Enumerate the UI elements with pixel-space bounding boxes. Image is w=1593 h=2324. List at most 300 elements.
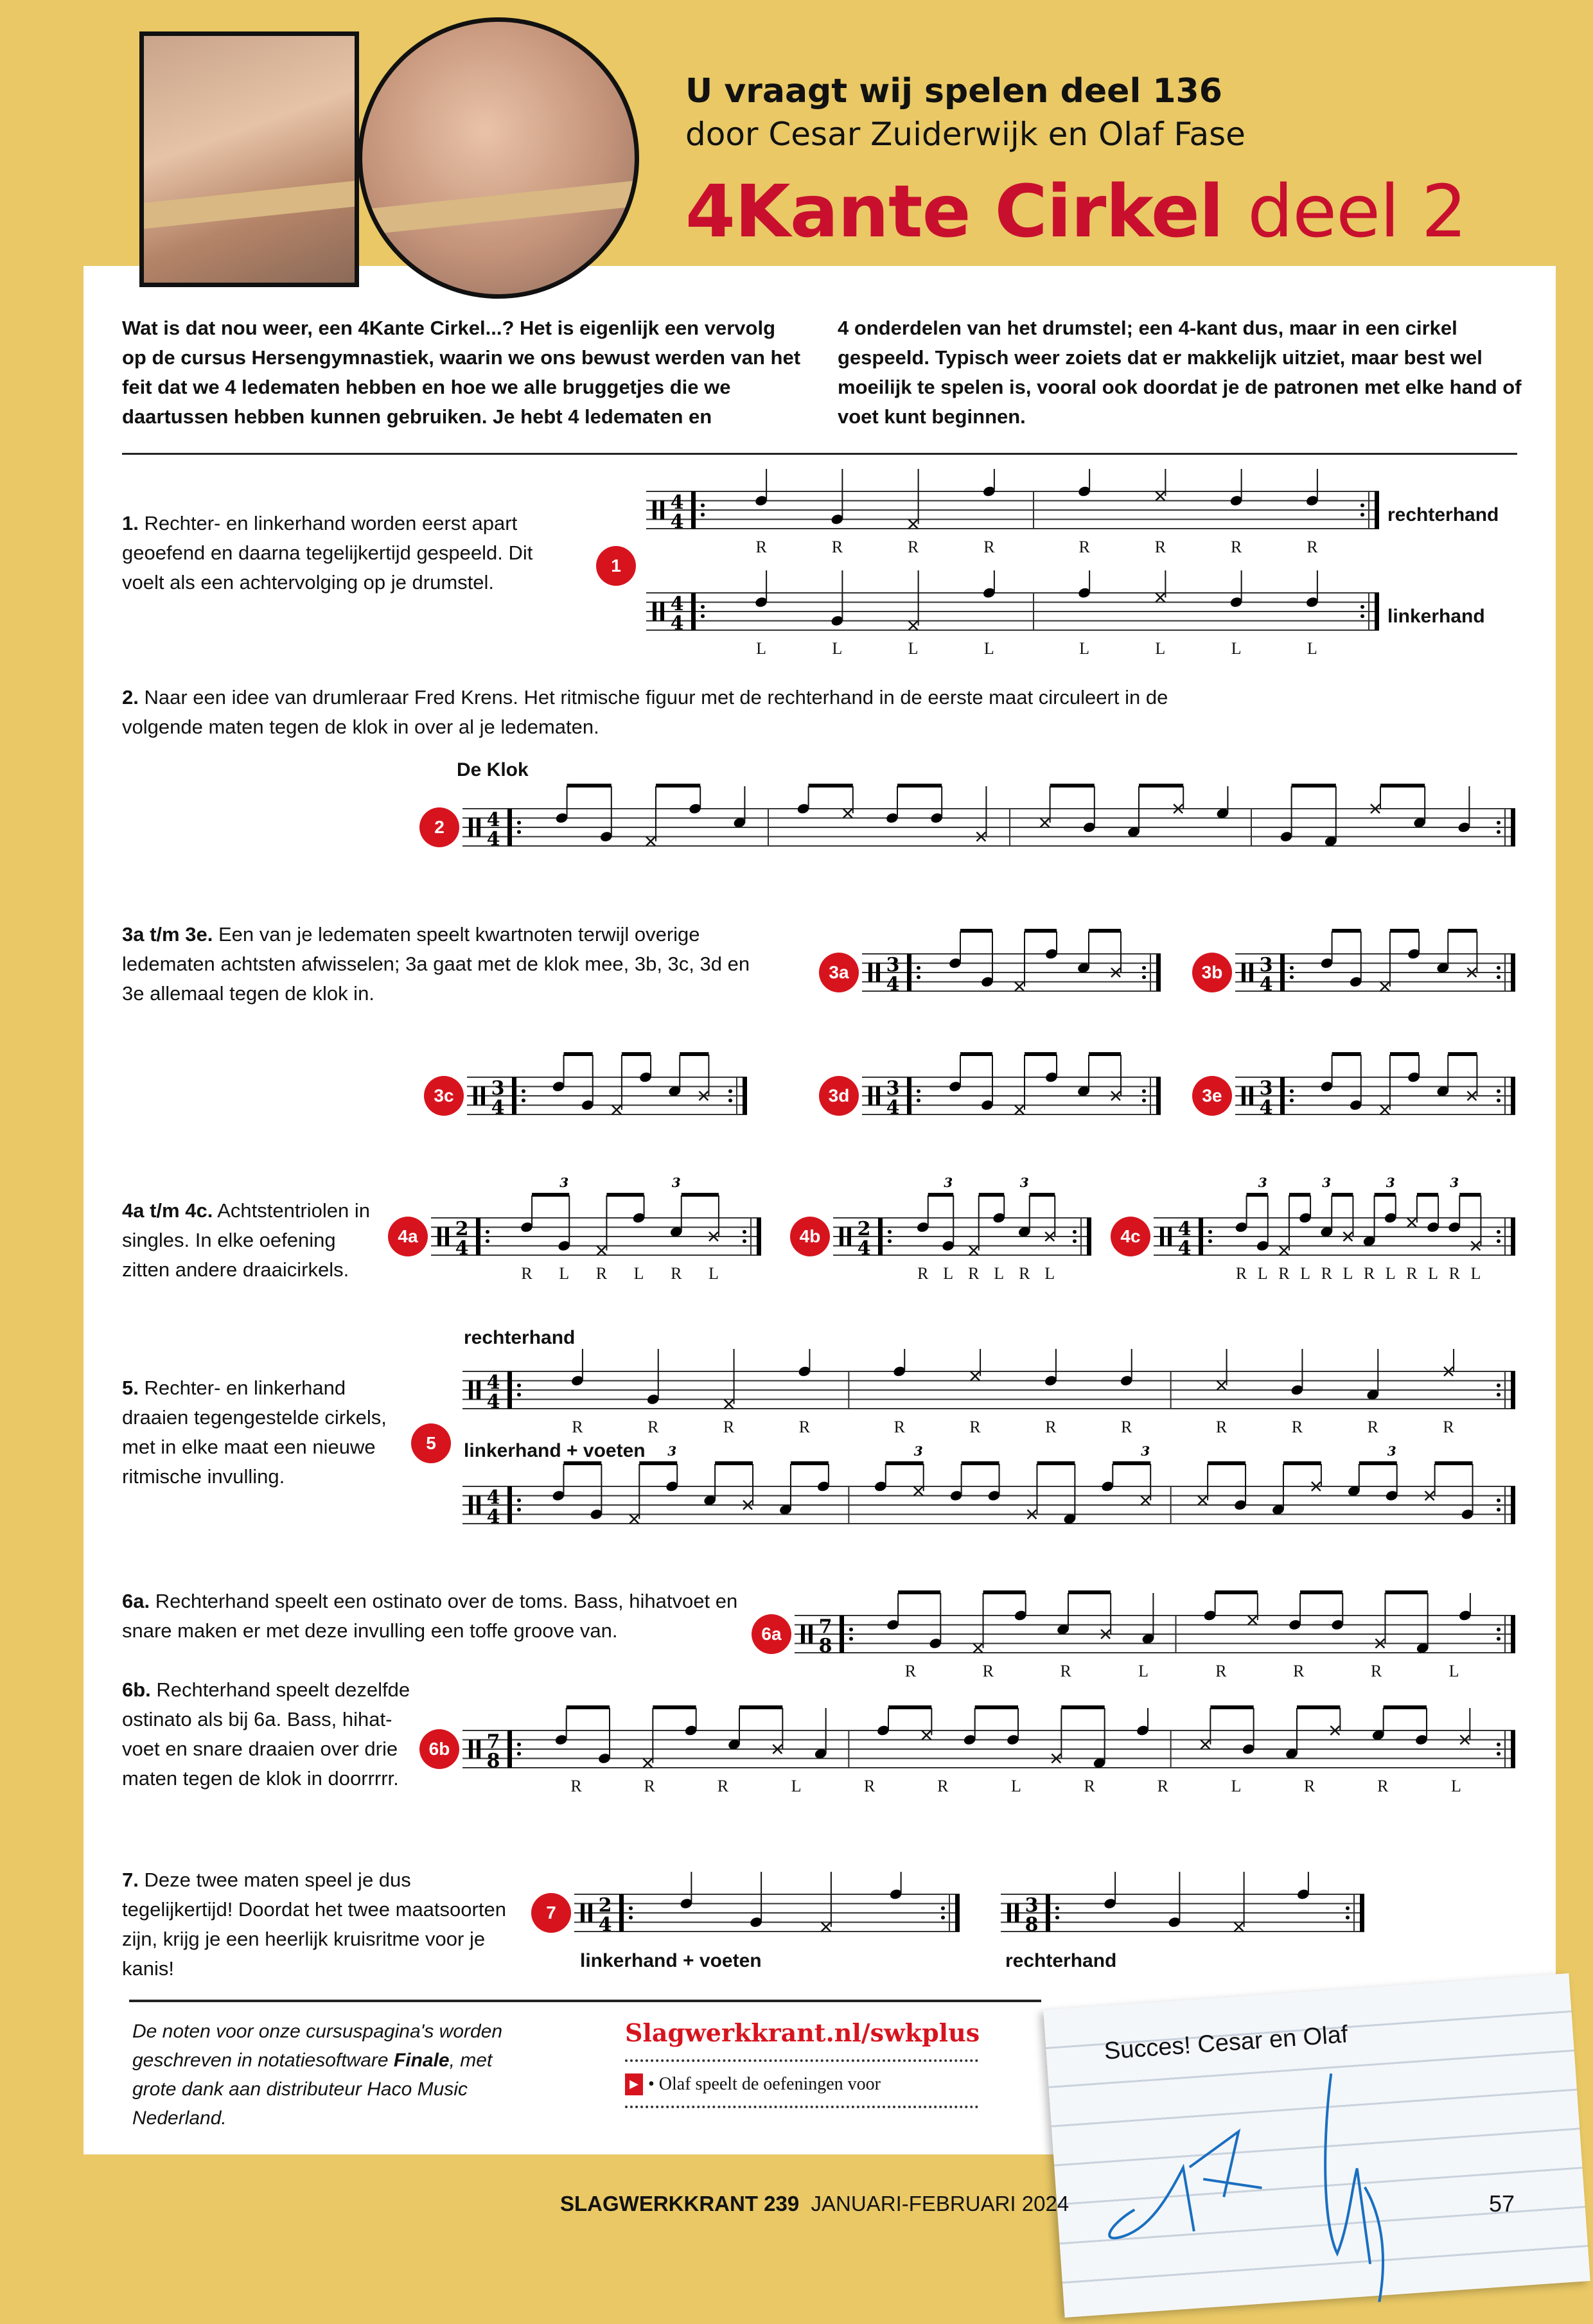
staff-s7a — [574, 1862, 960, 1959]
repeat-dot — [1346, 1915, 1350, 1919]
staff-s1a — [646, 459, 1379, 556]
sticking-letter: L — [791, 1777, 802, 1795]
sticking-letter: R — [917, 1264, 929, 1283]
end-barline — [1087, 1218, 1091, 1255]
time-sig-bottom: 4 — [491, 1096, 505, 1119]
beam — [1385, 1590, 1427, 1594]
repeat-dot — [1360, 513, 1364, 516]
cymbal-note — [629, 1515, 638, 1524]
staff-svg — [1235, 922, 1515, 1018]
sticking-letter: L — [1342, 1264, 1353, 1283]
repeat-dot — [1208, 1239, 1212, 1243]
sticking-letter: R — [907, 538, 919, 556]
beam — [563, 1461, 601, 1465]
repeat-dot — [517, 1508, 521, 1511]
time-sig-top: 3 — [1259, 954, 1273, 976]
repeat-dot — [1497, 966, 1501, 970]
cymbal-note — [643, 1759, 652, 1768]
end-barline — [1511, 1371, 1515, 1409]
repeat-barline — [907, 1077, 911, 1114]
beam — [1289, 1193, 1310, 1197]
percussion-clef — [1160, 1228, 1164, 1246]
repeat-dot — [1497, 975, 1501, 979]
sticking-letter: R — [1448, 1264, 1460, 1283]
exercise-badge: 6a — [752, 1614, 791, 1654]
sticking-letter: L — [1231, 639, 1242, 658]
label-de-klok: De Klok — [457, 759, 529, 780]
title-bold: 4Kante Cirkel — [685, 170, 1224, 254]
sticking-letter: R — [798, 1418, 811, 1436]
percussion-clef — [1242, 964, 1245, 982]
cymbal-note — [922, 1730, 931, 1739]
beam — [564, 1052, 593, 1056]
time-sig-bottom: 4 — [486, 1506, 500, 1528]
triplet-mark: 3 — [1141, 1443, 1150, 1459]
sticking-letter: R — [1121, 1418, 1132, 1436]
percussion-clef — [1242, 1087, 1245, 1105]
staff-svg — [462, 777, 1515, 873]
staff-svg — [862, 922, 1161, 1018]
repeat-dot — [629, 1915, 633, 1919]
cymbal-note — [1198, 1496, 1207, 1505]
cymbal-note — [597, 1246, 606, 1255]
time-sig-bottom: 4 — [1259, 1096, 1273, 1119]
sticking-letter: R — [1019, 1264, 1030, 1283]
repeat-dot — [1497, 1743, 1501, 1747]
staff-s2 — [462, 777, 1515, 873]
sticking-letter: R — [1321, 1264, 1332, 1283]
time-sig-bottom: 8 — [818, 1635, 832, 1657]
exercise-6a-text: 6a. Rechterhand speelt een ostinato over de toms. Bass, hihatvoet en snare maken er met deze invulling een toffe groove van. — [122, 1590, 738, 1642]
time-sig-bottom: 4 — [857, 1237, 871, 1260]
time-sig-top: 3 — [1025, 1894, 1039, 1917]
time-sig-bottom: 4 — [486, 828, 500, 850]
triplet-mark: 3 — [1450, 1175, 1459, 1190]
end-barline — [1511, 1486, 1515, 1524]
beam — [1247, 1193, 1268, 1197]
sticking-letter: L — [1428, 1264, 1439, 1283]
end-barline — [1511, 954, 1515, 991]
sticking-letter: R — [1154, 538, 1166, 556]
beam — [1390, 1052, 1419, 1056]
sticking-letter: L — [1257, 1264, 1268, 1283]
end-barline — [1511, 809, 1515, 846]
exercise-3-text: 3a t/m 3e. Een van je ledematen speelt kwartnoten terwijl overige ledematen achtsten afwisselen; 3a gaat met de klok mee, 3b, 3c, 3d en 3e allemaal tegen de klok in. — [122, 923, 750, 1005]
end-barline — [1375, 491, 1379, 529]
beam — [567, 784, 612, 788]
repeat-dot — [917, 975, 920, 979]
repeat-barline — [619, 1894, 624, 1932]
exercise-badge: 5 — [411, 1423, 451, 1463]
exercise-7-text: 7. Deze twee maten speel je dus tegelijkertijd! Doordat het twee maatsoorten zijn, krijg je een heerlijk kruisritme voor je kanis! — [122, 1869, 506, 1980]
cymbal-note — [974, 1644, 983, 1653]
cymbal-note — [1407, 1218, 1416, 1227]
beam — [682, 1193, 719, 1197]
dotted-divider — [625, 2106, 978, 2108]
time-sig-bottom: 4 — [886, 1096, 900, 1119]
sticking-letter: R — [755, 538, 767, 556]
repeat-dot — [517, 1499, 521, 1502]
time-sig-bottom: 4 — [670, 511, 684, 533]
divider — [122, 453, 1517, 455]
staff-s3b — [1235, 922, 1515, 1018]
sticking-letter: L — [756, 639, 767, 658]
repeat-barline — [1046, 1894, 1050, 1932]
percussion-clef — [809, 1625, 813, 1644]
sticking-letter: R — [864, 1777, 876, 1795]
staff-s6b — [462, 1698, 1515, 1795]
beam — [1332, 1052, 1361, 1056]
beam — [532, 1193, 569, 1197]
percussion-clef — [481, 1087, 485, 1105]
sticking-letter: R — [723, 1418, 735, 1436]
repeat-dot — [517, 1393, 521, 1396]
repeat-dot — [917, 966, 920, 970]
beam — [656, 784, 700, 788]
percussion-clef — [660, 603, 664, 621]
staff-s3a — [862, 922, 1161, 1018]
repeat-dot — [1055, 1915, 1059, 1919]
sticking-letter: R — [1443, 1418, 1454, 1436]
exercise-badge: 7 — [531, 1893, 571, 1933]
staff-s5a — [462, 1339, 1515, 1436]
cymbal-note — [1380, 982, 1389, 991]
sticking-letter: L — [1011, 1777, 1021, 1795]
cymbal-note — [909, 520, 918, 529]
sticking-letter: L — [1079, 639, 1090, 658]
cymbal-note — [1201, 1740, 1210, 1749]
cymbal-note — [1041, 818, 1050, 827]
title-light: deel 2 — [1247, 170, 1467, 254]
end-barline — [1360, 1894, 1364, 1932]
percussion-clef — [801, 1625, 805, 1644]
repeat-barline — [691, 593, 696, 630]
sticking-letter: L — [1470, 1264, 1481, 1283]
sticking-letter: R — [982, 1662, 994, 1680]
sticking-letter: R — [968, 1264, 980, 1283]
time-sig-top: 4 — [670, 491, 684, 514]
percussion-clef — [868, 964, 872, 982]
percussion-clef — [581, 1904, 585, 1923]
end-barline — [1511, 1615, 1515, 1653]
staff-s1b — [646, 561, 1379, 657]
repeat-dot — [1497, 1089, 1501, 1093]
sticking-letter: R — [1060, 1662, 1071, 1680]
beam — [928, 1193, 954, 1197]
sticking-letter: R — [595, 1264, 608, 1283]
cymbal-note — [969, 1246, 978, 1255]
beam — [1332, 929, 1361, 933]
staff-svg — [574, 1862, 960, 1959]
beam — [1050, 784, 1095, 788]
cymbal-note — [1280, 1246, 1289, 1255]
percussion-clef — [660, 501, 664, 520]
series-title: U vraagt wij spelen deel 136 — [685, 72, 1222, 110]
beam — [1359, 1461, 1397, 1465]
time-sig-top: 2 — [857, 1218, 871, 1240]
beam — [1448, 1052, 1477, 1056]
sticking-letter: R — [570, 1777, 582, 1795]
repeat-barline — [691, 491, 696, 529]
repeat-dot — [1290, 1098, 1294, 1102]
repeat-dot — [1142, 966, 1146, 970]
sticking-letter: R — [1367, 1418, 1378, 1436]
staff-s3d — [862, 1045, 1161, 1141]
percussion-clef — [840, 1228, 843, 1246]
beam — [1025, 929, 1057, 933]
beam — [1139, 784, 1183, 788]
note-paper — [1043, 1973, 1590, 2318]
sticking-letter: R — [1230, 538, 1242, 556]
sticking-letter: R — [1377, 1777, 1389, 1795]
authors: door Cesar Zuiderwijk en Olaf Fase — [685, 116, 1245, 153]
repeat-dot — [728, 1089, 732, 1093]
repeat-dot — [1290, 1089, 1294, 1093]
sticking-letter: R — [893, 1418, 905, 1436]
beam — [983, 1590, 1026, 1594]
beam — [715, 1461, 753, 1465]
percussion-clef — [868, 1087, 872, 1105]
sticking-letter: R — [1363, 1264, 1375, 1283]
end-barline — [1156, 1077, 1161, 1114]
beam — [888, 1705, 931, 1709]
beam — [1208, 1461, 1245, 1465]
time-sig-top: 7 — [486, 1730, 500, 1753]
bottom-divider — [129, 2000, 1041, 2002]
sticking-letter: R — [937, 1777, 949, 1795]
sticking-letter: R — [1215, 1662, 1227, 1680]
exercise-badge: 3e — [1192, 1076, 1232, 1116]
repeat-dot — [1290, 966, 1294, 970]
beam — [739, 1705, 782, 1709]
repeat-barline — [1280, 954, 1285, 991]
repeat-dot — [486, 1230, 489, 1234]
percussion-clef — [437, 1228, 441, 1246]
exercise-4-text: 4a t/m 4c. Achtstentriolen in singles. In elke oefening zitten andere draaicirkels. — [122, 1199, 371, 1281]
beam — [962, 1461, 999, 1465]
repeat-barline — [507, 1486, 512, 1524]
cymbal-note — [646, 837, 655, 846]
note-text: Succes! Cesar en Olaf — [1103, 2021, 1349, 2065]
percussion-clef — [1007, 1904, 1011, 1923]
beam — [680, 1052, 708, 1056]
time-sig-bottom: 4 — [670, 612, 684, 635]
time-sig-top: 3 — [1259, 1077, 1273, 1100]
beam — [809, 784, 853, 788]
exercise-2-text: 2. Naar een idee van drumleraar Fred Krens. Het ritmische figuur met de rechterhand in de eerste maat circuleert in de volgende maten tegen de klok in over al je ledematen. — [122, 686, 1168, 738]
end-barline — [1156, 954, 1161, 991]
label-rechterhand: rechterhand — [1387, 504, 1499, 525]
staff-svg — [467, 1045, 747, 1141]
repeat-dot — [517, 1743, 521, 1747]
percussion-clef — [876, 1087, 880, 1105]
repeat-dot — [517, 821, 521, 825]
repeat-barline — [512, 1077, 516, 1114]
sticking-letter: R — [983, 538, 995, 556]
beam — [1089, 929, 1121, 933]
repeat-dot — [701, 605, 705, 609]
sticking-letter: L — [1385, 1264, 1396, 1283]
repeat-dot — [517, 1384, 521, 1387]
percussion-clef — [653, 501, 656, 520]
intro-col-1: Wat is dat nou weer, een 4Kante Cirkel...? Het is eigenlijk een vervolg op de cursus Hersengymnastiek, waarin we ons bewust werden van het feit dat we 4 ledematen hebben en hoe we alle bruggetjes die we daartussen hebben kunnen gebruiken. Je hebt 4 ledematen en — [122, 317, 801, 428]
swkplus-link[interactable]: Slagwerkkrant.nl/swkplus — [625, 2018, 980, 2047]
repeat-dot — [522, 1098, 525, 1102]
beam — [960, 1052, 992, 1056]
cymbal-note — [1235, 1923, 1244, 1932]
staff-svg — [462, 1698, 1515, 1795]
percussion-clef — [469, 818, 473, 837]
sticking-letter: L — [1448, 1662, 1459, 1680]
percussion-clef — [477, 1740, 480, 1759]
dotted-divider — [625, 2059, 978, 2062]
time-sig-top: 3 — [886, 1077, 900, 1100]
cymbal-note — [1248, 1615, 1257, 1624]
percussion-clef — [469, 1381, 473, 1400]
sticking-letter: L — [1138, 1662, 1149, 1680]
sticking-letter: L — [1044, 1264, 1055, 1283]
repeat-dot — [1497, 830, 1501, 834]
repeat-dot — [1346, 1906, 1350, 1910]
end-barline — [1375, 593, 1379, 630]
sticking-letter: R — [521, 1264, 532, 1283]
beam — [653, 1705, 696, 1709]
label-lh-voeten-7: linkerhand + voeten — [580, 1950, 762, 1971]
beam — [606, 1193, 644, 1197]
repeat-dot — [486, 1239, 489, 1243]
repeat-dot — [1497, 1508, 1501, 1511]
cymbal-note — [1380, 1105, 1389, 1114]
beam — [1417, 1193, 1438, 1197]
video-item[interactable]: ▶ • Olaf speelt de oefeningen voor — [625, 2070, 881, 2099]
time-sig-top: 4 — [486, 809, 500, 831]
sticking-letter: R — [1215, 1418, 1228, 1436]
magazine-footer: SLAGWERKKRANT 239 JANUARI-FEBRUARI 2024 — [560, 2192, 1069, 2215]
triplet-mark: 3 — [1258, 1175, 1267, 1190]
time-sig-bottom: 8 — [486, 1750, 500, 1772]
staff-svg — [1001, 1862, 1364, 1959]
end-barline — [955, 1894, 960, 1932]
beam — [979, 1193, 1005, 1197]
repeat-dot — [1497, 1499, 1501, 1502]
repeat-dot — [1497, 1098, 1501, 1102]
sticking-letter: R — [969, 1418, 981, 1436]
repeat-dot — [522, 1089, 525, 1093]
percussion-clef — [653, 603, 656, 621]
label-lh-voeten-5: linkerhand + voeten — [464, 1440, 646, 1461]
triplet-mark: 3 — [913, 1443, 923, 1459]
repeat-barline — [507, 1730, 512, 1768]
exercise-1-text: 1. Rechter- en linkerhand worden eerst apart geoefend en daarna tegelijkertijd gespeeld. Dit voelt als een achtervolging op je drumstel. — [122, 512, 533, 594]
sticking-letter: R — [1307, 538, 1318, 556]
cymbal-note — [725, 1400, 734, 1409]
repeat-barline — [507, 809, 512, 846]
time-sig-top: 3 — [886, 954, 900, 976]
time-sig-bottom: 4 — [1177, 1237, 1192, 1260]
sticking-letter: L — [1231, 1777, 1242, 1795]
cymbal-note — [1015, 1105, 1024, 1114]
signature — [1087, 2051, 1488, 2321]
triplet-mark: 3 — [944, 1175, 953, 1190]
beam — [1380, 784, 1425, 788]
beam — [1384, 1705, 1427, 1709]
percussion-clef — [477, 1496, 480, 1515]
sticking-letter: R — [1078, 538, 1090, 556]
beam — [898, 1590, 940, 1594]
cymbal-note — [822, 1923, 831, 1932]
beam — [791, 1461, 829, 1465]
cymbal-note — [1217, 1381, 1226, 1390]
sticking-letter: L — [1450, 1777, 1461, 1795]
percussion-clef — [1015, 1904, 1019, 1923]
sticking-letter: L — [1307, 639, 1317, 658]
cymbal-note — [1156, 491, 1165, 500]
end-barline — [1511, 1077, 1515, 1114]
end-barline — [1511, 1730, 1515, 1768]
percussion-clef — [477, 818, 480, 837]
time-sig-top: 2 — [455, 1218, 469, 1240]
repeat-dot — [701, 614, 705, 618]
time-sig-top: 4 — [1177, 1218, 1192, 1240]
percussion-clef — [1168, 1228, 1172, 1246]
beam — [567, 1705, 610, 1709]
repeat-barline — [840, 1615, 844, 1653]
time-sig-bottom: 8 — [1025, 1914, 1039, 1936]
sticking-letter: R — [1371, 1662, 1382, 1680]
beam — [897, 784, 942, 788]
beam — [639, 1461, 677, 1465]
repeat-barline — [1199, 1218, 1203, 1255]
repeat-dot — [1360, 614, 1364, 618]
repeat-dot — [1073, 1239, 1077, 1243]
repeat-dot — [517, 1752, 521, 1756]
repeat-barline — [476, 1218, 480, 1255]
beam — [1215, 1590, 1258, 1594]
beam — [1283, 1461, 1321, 1465]
staff-svg — [1154, 1175, 1515, 1282]
cymbal-note — [1141, 1496, 1150, 1505]
exercise-badge: 3b — [1192, 953, 1232, 992]
repeat-dot — [941, 1906, 945, 1910]
repeat-dot — [1142, 1098, 1146, 1102]
sticking-letter: L — [708, 1264, 719, 1283]
cymbal-note — [612, 1105, 621, 1114]
staff-svg — [1235, 1045, 1515, 1141]
sticking-letter: R — [831, 538, 843, 556]
sticking-letter: R — [1303, 1777, 1316, 1795]
time-sig-top: 2 — [598, 1894, 612, 1917]
repeat-dot — [1497, 821, 1501, 825]
end-barline — [1511, 1218, 1515, 1255]
photo-olaf — [358, 17, 639, 299]
label-rechterhand-5: rechterhand — [464, 1327, 576, 1348]
staff-s4b — [833, 1175, 1091, 1283]
sticking-letter: R — [1291, 1418, 1303, 1436]
sticking-letter: R — [1045, 1418, 1057, 1436]
end-barline — [757, 1218, 761, 1255]
end-barline — [743, 1077, 747, 1114]
staff-s7b — [1001, 1862, 1364, 1959]
sticking-letter: R — [904, 1662, 917, 1680]
sticking-letter: R — [647, 1418, 659, 1436]
cymbal-note — [1156, 593, 1165, 602]
sticking-letter: R — [671, 1264, 682, 1283]
repeat-dot — [743, 1230, 746, 1234]
percussion-clef — [445, 1228, 449, 1246]
percussion-clef — [469, 1740, 473, 1759]
sticking-letter: L — [908, 639, 919, 658]
beam — [622, 1052, 651, 1056]
